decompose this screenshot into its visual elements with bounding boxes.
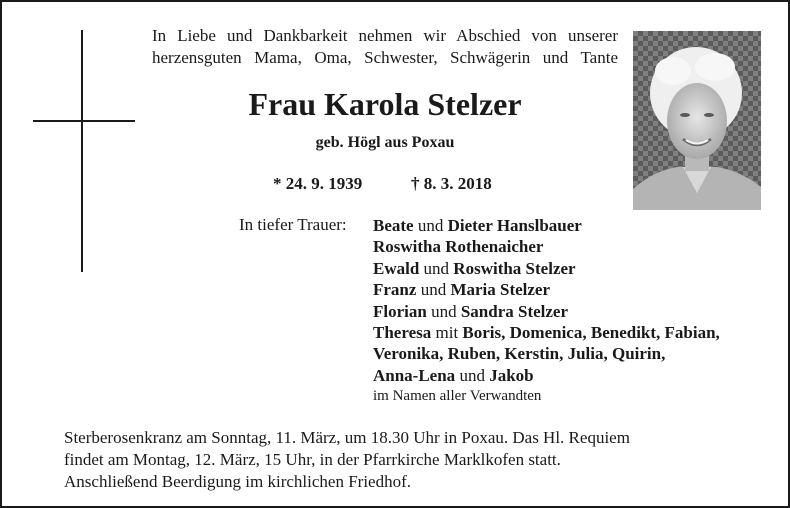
birth-date: * 24. 9. 1939 xyxy=(273,174,363,193)
maiden-name: geb. Högl aus Poxau xyxy=(315,134,455,151)
deceased-name: Frau Karola Stelzer xyxy=(248,86,522,122)
mourner-row xyxy=(373,279,720,300)
mourner-row xyxy=(373,365,720,386)
mourner-connector: und xyxy=(413,216,448,235)
services-line-2: findet am Montag, 12. März, 15 Uhr, in der Pfarrkirche Marklkofen statt. xyxy=(64,450,561,469)
mourner-name: Sandra Stelzer xyxy=(460,301,569,321)
intro-line-1: In Liebe und Dankbarkeit nehmen wir Abschied von unserer xyxy=(152,26,618,45)
mourner-row xyxy=(373,215,720,236)
services-line-1: Sterberosenkranz am Sonntag, 11. März, um 18.30 Uhr in Poxau. Das Hl. Requiem xyxy=(64,428,630,447)
relatives-note: im Namen aller Verwandten xyxy=(373,388,542,405)
mourner-name: Jakob xyxy=(489,365,534,385)
mourner-connector: und xyxy=(455,365,490,385)
mourner-name: Beate xyxy=(373,216,414,235)
mourner-row xyxy=(373,258,720,279)
cross-icon-horizontal xyxy=(33,120,135,122)
mourner-name: Maria Stelzer xyxy=(450,280,551,300)
mourner-name: Theresa xyxy=(373,323,432,343)
mourners-label: In tiefer Trauer: xyxy=(239,215,347,234)
mourner-name: Boris, Domenica, Benedikt, Fabian, xyxy=(462,323,720,343)
services-line-3: Anschließend Beerdigung im kirchlichen Friedhof. xyxy=(64,472,411,491)
mourner-name: Veronika, Ruben, Kerstin, Julia, Quirin, xyxy=(373,344,666,364)
mourner-name: Ewald xyxy=(373,258,420,278)
mourner-name: Dieter Hanslbauer xyxy=(447,216,582,235)
mourner-name: Florian xyxy=(373,301,427,321)
intro-line-2: herzensguten Mama, Oma, Schwester, Schwägerin und Tante xyxy=(152,48,618,67)
portrait-image xyxy=(633,31,761,210)
mourner-row xyxy=(373,343,720,364)
mourner-row xyxy=(373,322,720,343)
mourner-connector: und xyxy=(426,301,461,321)
portrait-photo xyxy=(633,31,761,210)
mourner-name: Roswitha Rothenaicher xyxy=(373,237,544,257)
mourner-name: Franz xyxy=(373,280,417,300)
death-date: † 8. 3. 2018 xyxy=(411,174,492,193)
mourner-name: Roswitha Stelzer xyxy=(453,258,576,278)
mourner-row xyxy=(373,236,720,257)
intro-text xyxy=(152,25,618,69)
mourner-name: Anna-Lena xyxy=(373,365,456,385)
mourners-list xyxy=(373,215,720,408)
mourner-connector: und xyxy=(419,258,454,278)
cross-icon-vertical xyxy=(81,30,83,272)
services-text xyxy=(64,427,724,493)
mourner-connector: und xyxy=(416,280,451,300)
mourner-row xyxy=(373,301,720,322)
mourner-connector: mit xyxy=(431,323,463,343)
